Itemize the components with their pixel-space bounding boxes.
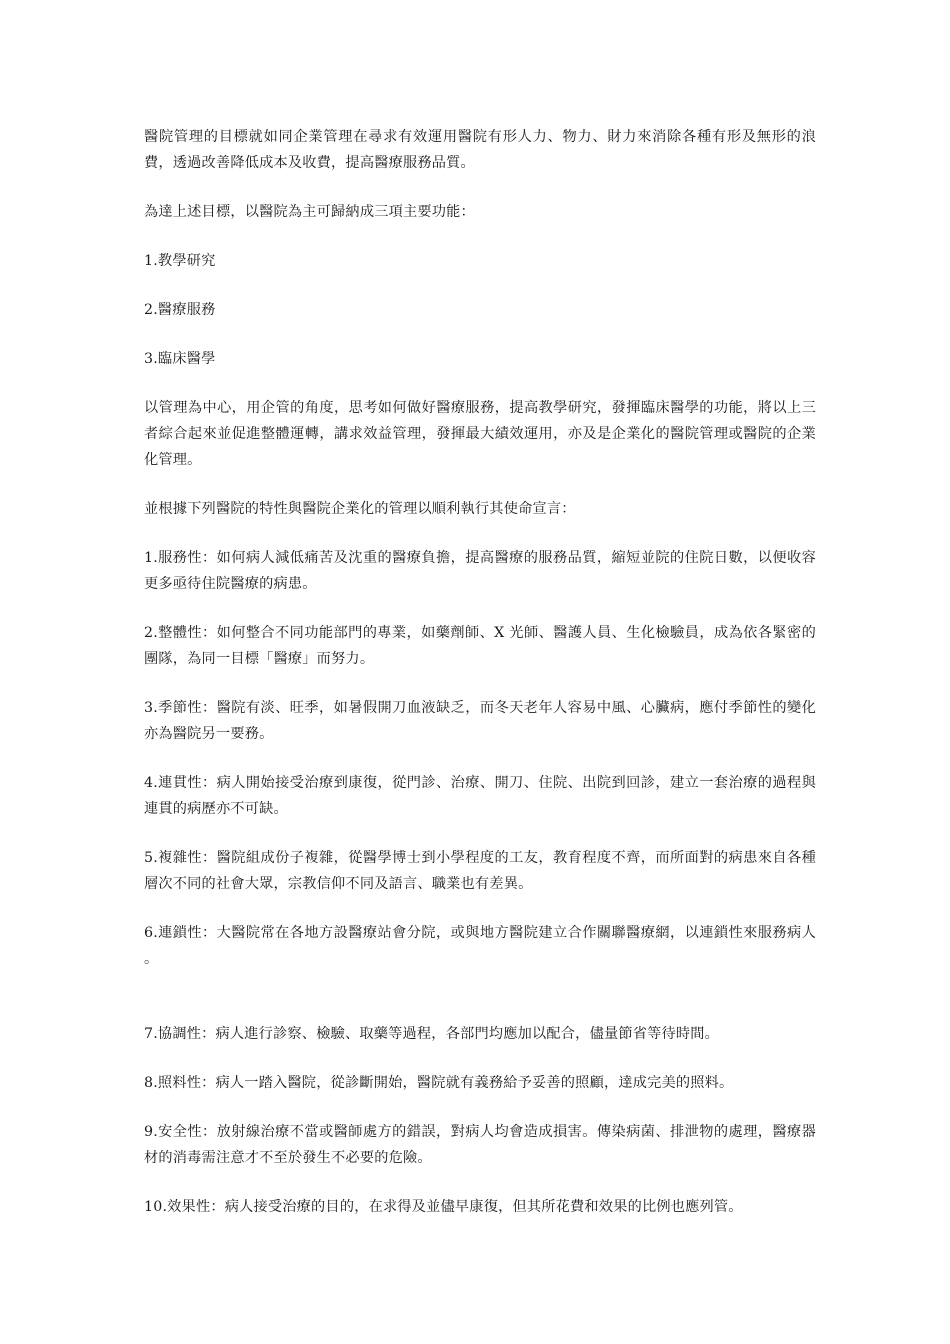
characteristic-item: 3.季節性：醫院有淡、旺季，如暑假開刀血液缺乏，而冬天老年人容易中風、心臟病，應付季節性的變化亦為醫院另一要務。 bbox=[144, 700, 816, 742]
characteristics-intro: 並根據下列醫院的特性與醫院企業化的管理以順利執行其使命宣言： bbox=[144, 501, 576, 517]
characteristic-item: 8.照料性：病人一踏入醫院，從診斷開始，醫院就有義務給予妥善的照顧，達成完美的照料。 bbox=[144, 1075, 734, 1091]
characteristic-item: 5.複雜性：醫院組成份子複雜，從醫學博士到小學程度的工友，教育程度不齊，而所面對的病患來自各種層次不同的社會大眾，宗教信仰不同及語言、職業也有差異。 bbox=[144, 850, 816, 892]
function-item: 1.教學研究 bbox=[144, 253, 216, 269]
characteristic-item: 1.服務性：如何病人減低痛苦及沈重的醫療負擔，提高醫療的服務品質，縮短並院的住院日數，以便收容更多亟待住院醫療的病患。 bbox=[144, 550, 816, 592]
characteristic-item: 2.整體性：如何整合不同功能部門的專業，如藥劑師、X 光師、醫護人員、生化檢驗員，成為依各緊密的團隊，為同一目標「醫療」而努力。 bbox=[144, 625, 816, 667]
document-body bbox=[144, 124, 816, 1243]
characteristic-item: 6.連鎖性：大醫院常在各地方設醫療站會分院，或與地方醫院建立合作關聯醫療網，以連鎖性來服務病人 。 bbox=[144, 925, 816, 967]
characteristic-item: 10.效果性：病人接受治療的目的，在求得及並儘早康復，但其所花費和效果的比例也應列管。 bbox=[144, 1199, 743, 1215]
characteristic-item: 7.協調性：病人進行診察、檢驗、取藥等過程，各部門均應加以配合，儘量節省等待時間。 bbox=[144, 1026, 720, 1042]
intro-paragraph: 醫院管理的目標就如同企業管理在尋求有效運用醫院有形人力、物力、財力來消除各種有形及無形的浪費，透過改善降低成本及收費，提高醫療服務品質。 bbox=[144, 129, 816, 171]
characteristic-item: 9.安全性：放射線治療不當或醫師處方的錯誤，對病人均會造成損害。傳染病菌、排泄物的處理，醫療器材的消毒需注意才不至於發生不必要的危險。 bbox=[144, 1124, 816, 1166]
characteristic-item: 4.連貫性：病人開始接受治療到康復，從門診、治療、開刀、住院、出院到回診，建立一套治療的過程與連貫的病歷亦不可缺。 bbox=[144, 775, 816, 817]
function-item: 2.醫療服務 bbox=[144, 302, 216, 318]
management-paragraph: 以管理為中心，用企管的角度，思考如何做好醫療服務，提高教學研究，發揮臨床醫學的功能，將以上三者綜合起來並促進整體運轉，講求效益管理，發揮最大績效運用，亦及是企業化的醫院管理或醫院的企業化管理。 bbox=[144, 400, 816, 468]
function-item: 3.臨床醫學 bbox=[144, 351, 216, 367]
functions-intro: 為達上述目標，以醫院為主可歸納成三項主要功能： bbox=[144, 204, 475, 220]
